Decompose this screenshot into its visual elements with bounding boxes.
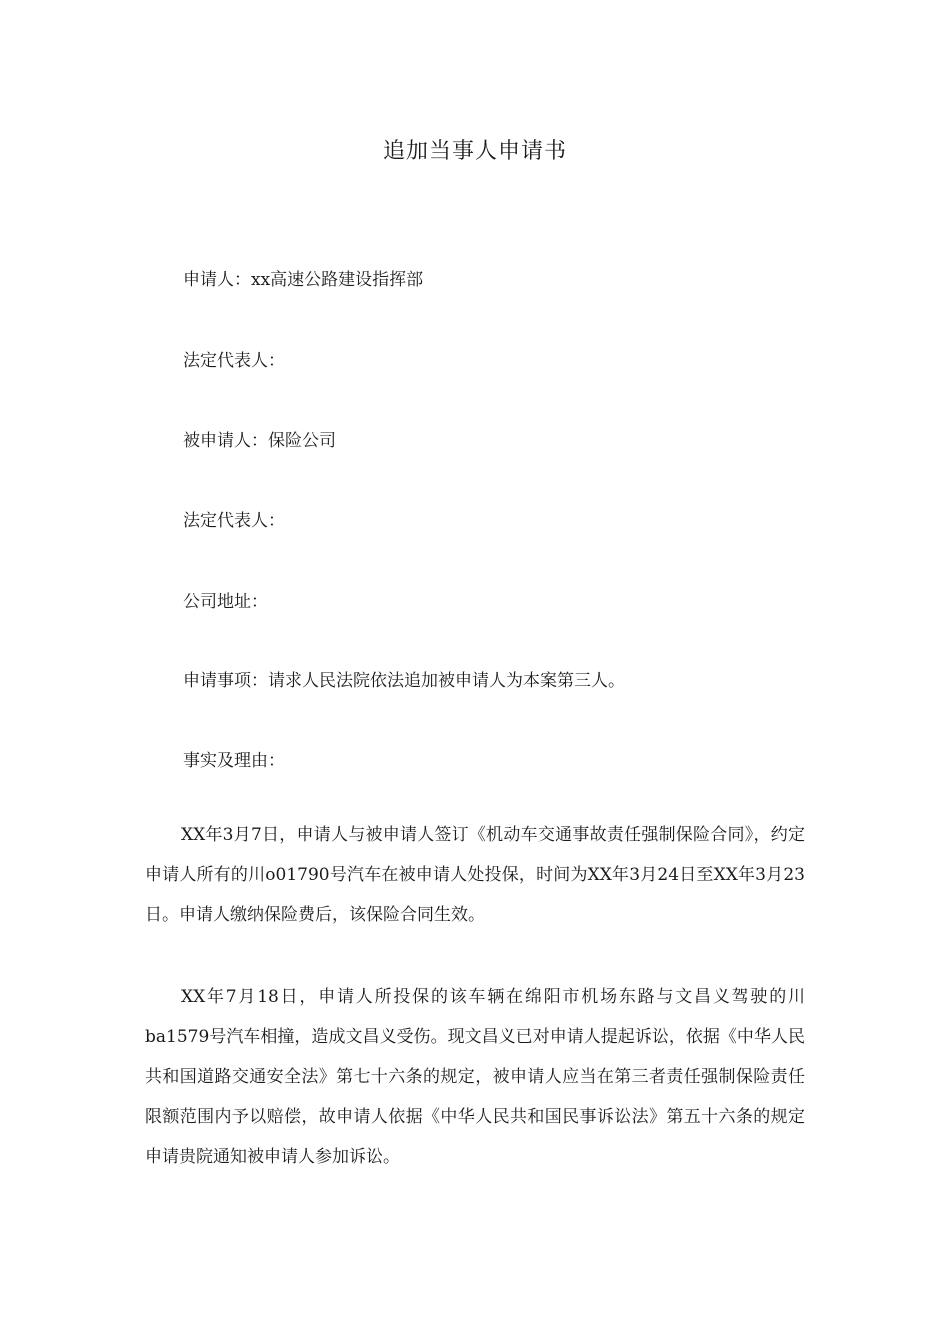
respondent-line: 被申请人：保险公司 (183, 431, 336, 451)
respondent-representative-line: 法定代表人： (183, 511, 285, 531)
company-address-line: 公司地址： (183, 592, 268, 612)
facts-heading: 事实及理由： (183, 751, 285, 771)
document-title: 追加当事人申请书 (382, 139, 567, 164)
applicant-representative-line: 法定代表人： (183, 351, 285, 371)
applicant-line: 申请人：xx高速公路建设指挥部 (183, 270, 424, 290)
body-paragraph-2: XX年7月18日，申请人所投保的该车辆在绵阳市机场东路与文昌义驾驶的川ba1579号汽车相撞，造成文昌义受伤。现文昌义已对申请人提起诉讼，依据《中华人民共和国道路交通安全法》第七十六条的规定，被申请人应当在第三者责任强制保险责任限额范围内予以赔偿，故申请人依据《中华人民共和国民事诉讼法》第五十六条的规定申请贵院通知被申请人参加诉讼。 (145, 987, 805, 1167)
request-line: 申请事项：请求人民法院依法追加被申请人为本案第三人。 (183, 671, 625, 691)
body-paragraph-1: XX年3月7日，申请人与被申请人签订《机动车交通事故责任强制保险合同》，约定申请人所有的川o01790号汽车在被申请人处投保，时间为XX年3月24日至XX年3月23日。申请人缴纳保险费后，该保险合同生效。 (145, 825, 805, 925)
